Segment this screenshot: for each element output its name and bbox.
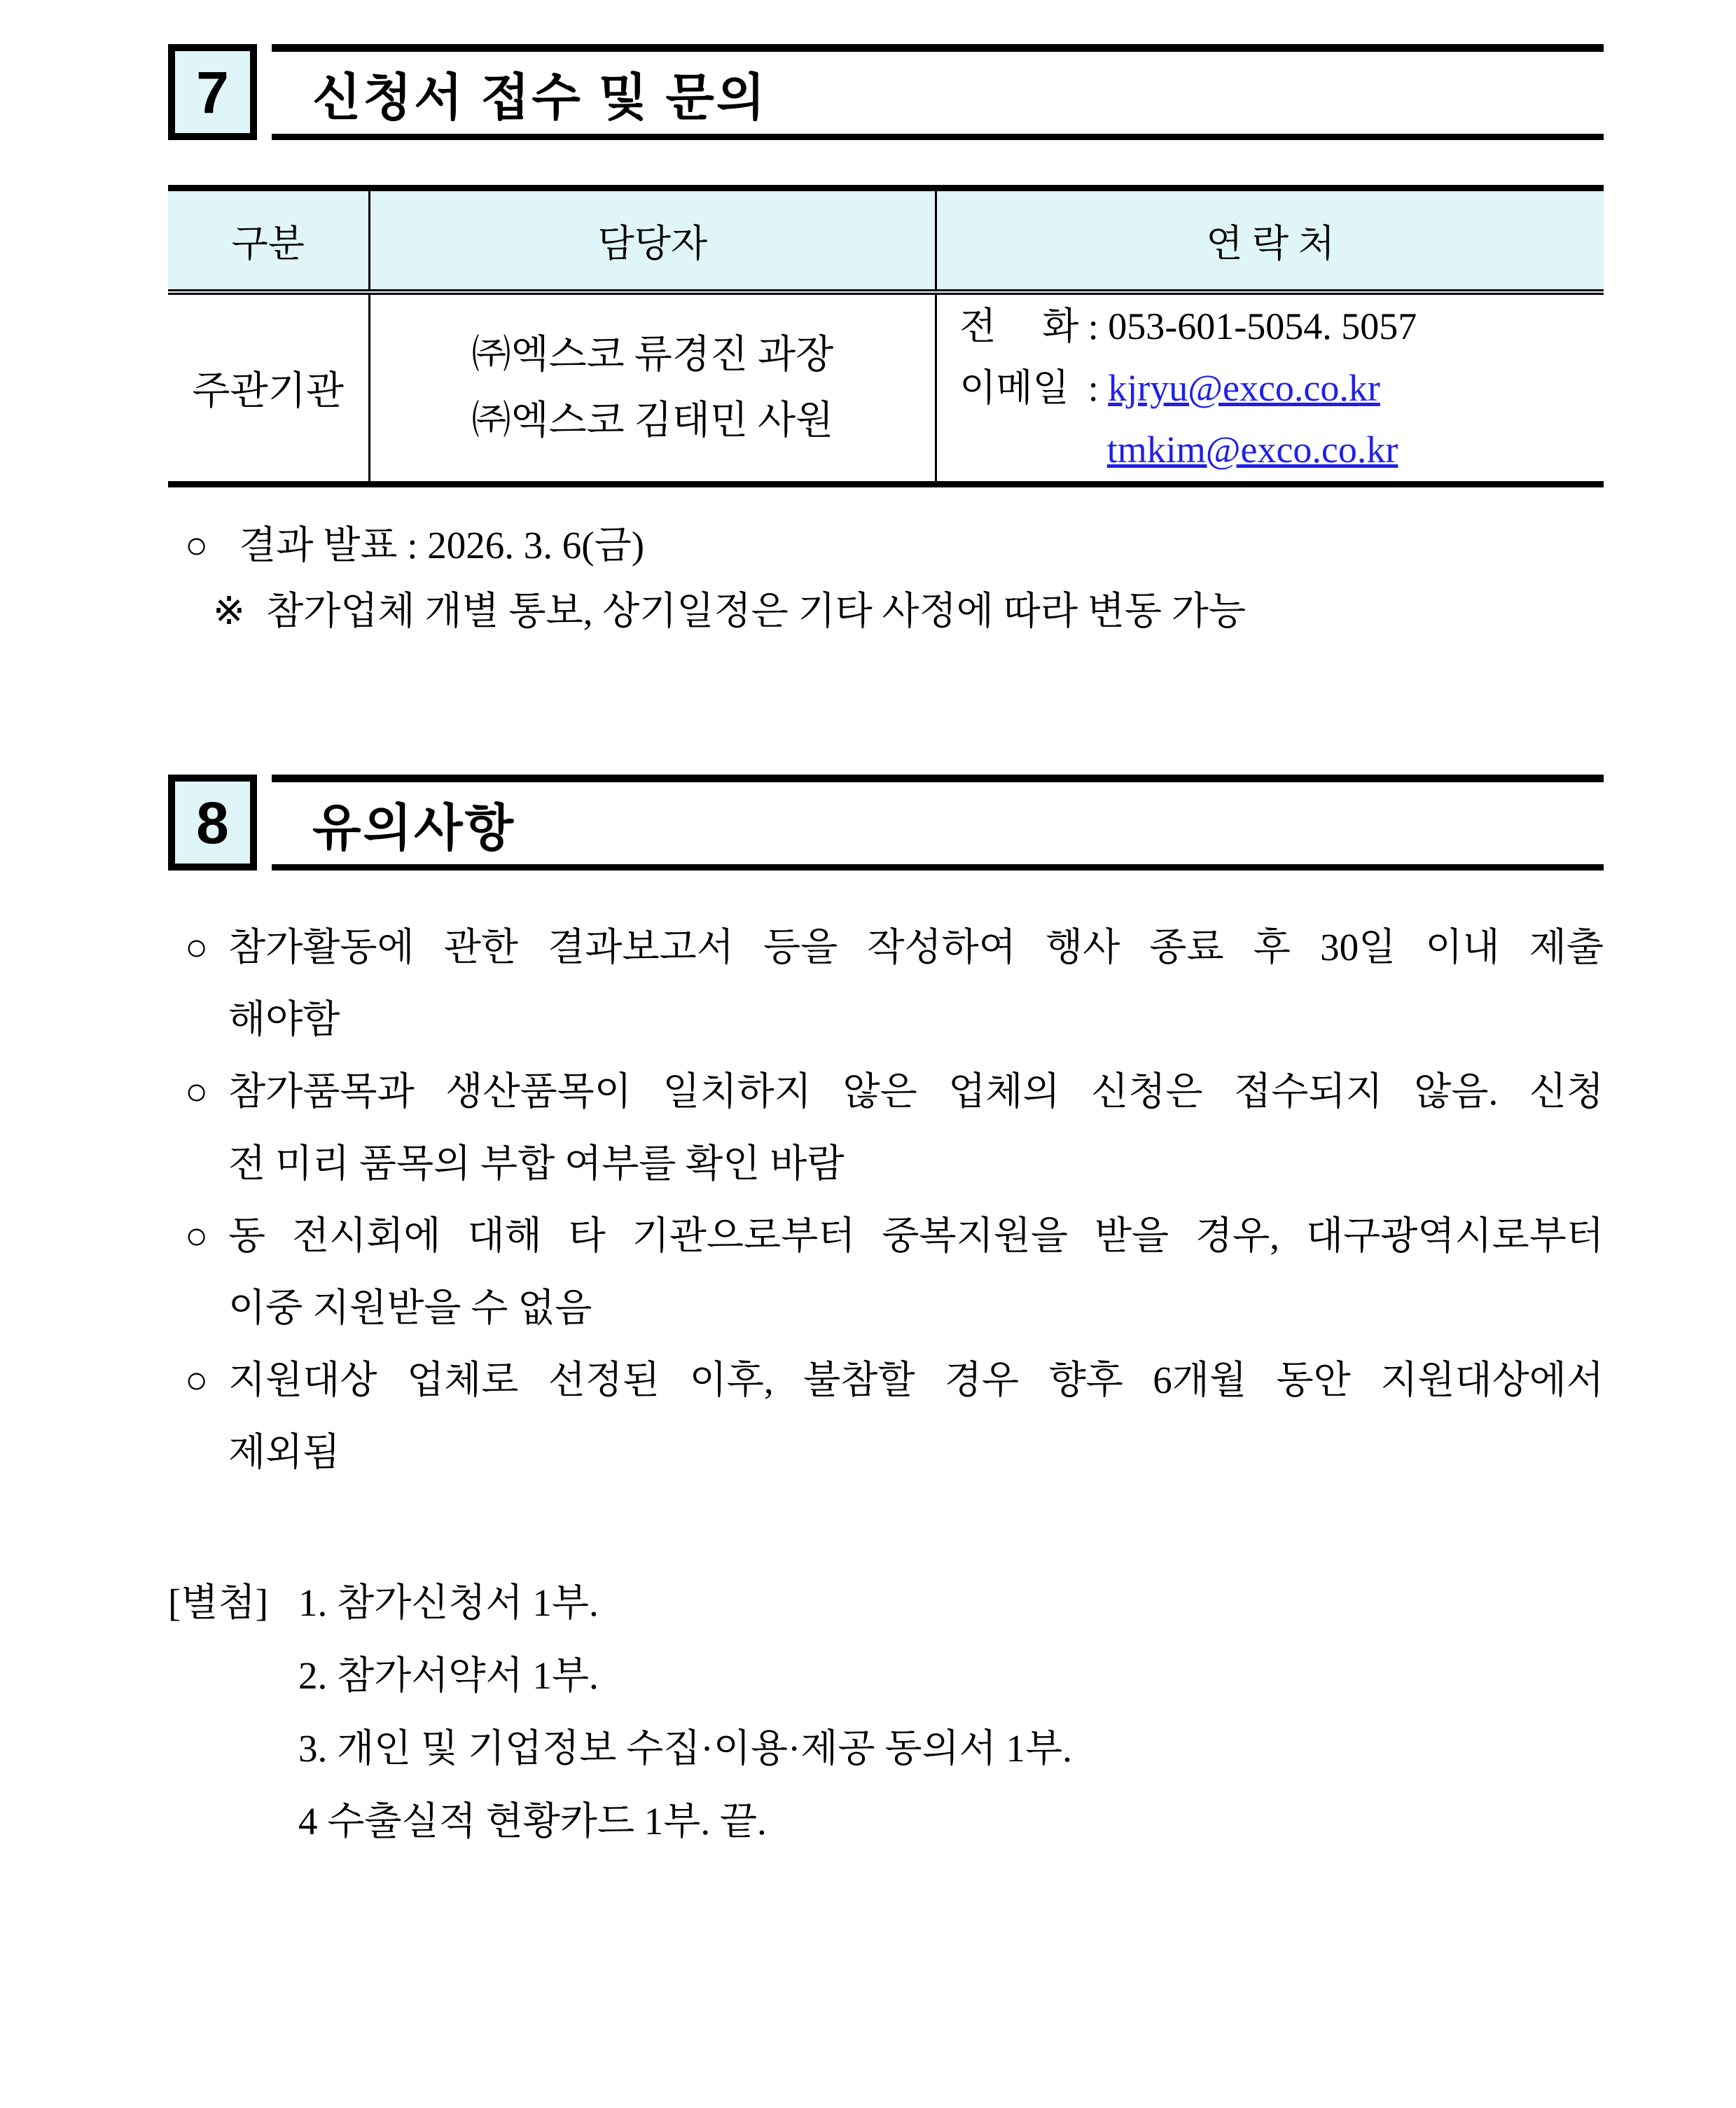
note-line: 해야함 (228, 998, 340, 1041)
note-item (168, 1344, 1604, 1488)
note-line: 제외됨 (228, 1431, 340, 1473)
section-7-header (168, 44, 1604, 140)
note-line: 전 미리 품목의 부합 여부를 확인 바람 (228, 1142, 845, 1185)
colon-spacer (1078, 419, 1107, 480)
note-line: 참가품목과 생산품목이 일치하지 않은 업체의 신청은 접수되지 않음. 신청 (228, 1070, 1604, 1113)
section-7-number-box: 7 (168, 44, 257, 140)
phone-label: 전 화 (959, 305, 1079, 347)
colon: : (1078, 367, 1109, 409)
cell-managers (369, 292, 936, 485)
attachment-item: 4 수출실적 현황카드 1부. 끝. (298, 1800, 767, 1843)
individual-notice-line (168, 578, 1604, 644)
circle-bullet: ○ (185, 524, 209, 567)
phone-number: 053-601-5054. 5057 (1108, 305, 1417, 347)
attachment-item: 2. 참가서약서 1부. (298, 1654, 599, 1697)
header-cell-contact: 연 락 처 (936, 188, 1604, 293)
note-line: 동 전시회에 대해 타 기관으로부터 중복지원을 받을 경우, 대구광역시로부터 (228, 1214, 1604, 1257)
circle-bullet: ○ (185, 926, 209, 969)
section-8-title: 유의사항 (272, 775, 1604, 871)
note-item (168, 911, 1604, 1055)
email-label-spacer (959, 419, 1078, 480)
cell-contact (936, 292, 1604, 485)
result-text: 결과 발표 : 2026. 3. 6(금) (239, 524, 645, 567)
manager-line: ㈜엑스코 김태민 사원 (471, 399, 834, 443)
attachment-item (168, 1567, 1604, 1639)
attachment-text: 1. 참가신청서 1부. (298, 1581, 599, 1624)
attachment-label: [별첨] (168, 1581, 268, 1624)
circle-bullet: ○ (185, 1359, 209, 1401)
email-row-1 (959, 357, 1603, 419)
attachment-item: 3. 개인 및 기업정보 수집·이용·제공 동의서 1부. (298, 1727, 1072, 1770)
note-line: 이중 지원받을 수 없음 (228, 1287, 592, 1329)
result-announcement-line (168, 513, 1604, 578)
note-item (168, 1055, 1604, 1200)
colon: : (1078, 305, 1109, 347)
notes-list (168, 911, 1604, 1488)
header-cell-category: 구분 (168, 188, 369, 293)
email-link-2[interactable]: tmkim@exco.co.kr (1106, 429, 1398, 471)
section-8-number-box: 8 (168, 775, 257, 871)
section-7-title: 신청서 접수 및 문의 (272, 44, 1604, 140)
email-row-2 (959, 419, 1603, 480)
attachments-list (168, 1567, 1604, 1858)
reference-mark: ※ (213, 590, 246, 632)
manager-line: ㈜엑스코 류경진 과장 (471, 333, 834, 377)
email-label: 이메일 (959, 367, 1069, 409)
circle-bullet: ○ (185, 1070, 209, 1113)
circle-bullet: ○ (185, 1214, 209, 1257)
table-header-row (168, 188, 1604, 293)
note-line: 참가활동에 관한 결과보고서 등을 작성하여 행사 종료 후 30일 이내 제출 (228, 926, 1604, 969)
phone-row (959, 296, 1603, 357)
note-item (168, 1200, 1604, 1344)
header-cell-manager: 담당자 (369, 188, 936, 293)
note-line: 지원대상 업체로 선정된 이후, 불참할 경우 향후 6개월 동안 지원대상에서 (228, 1359, 1604, 1401)
section-8-header (168, 775, 1604, 871)
table-row (168, 292, 1604, 485)
contact-table (168, 185, 1604, 487)
notice-text: 참가업체 개별 통보, 상기일정은 기타 사정에 따라 변동 가능 (266, 590, 1246, 632)
cell-category: 주관기관 (192, 370, 344, 413)
email-link-1[interactable]: kjryu@exco.co.kr (1108, 367, 1380, 409)
